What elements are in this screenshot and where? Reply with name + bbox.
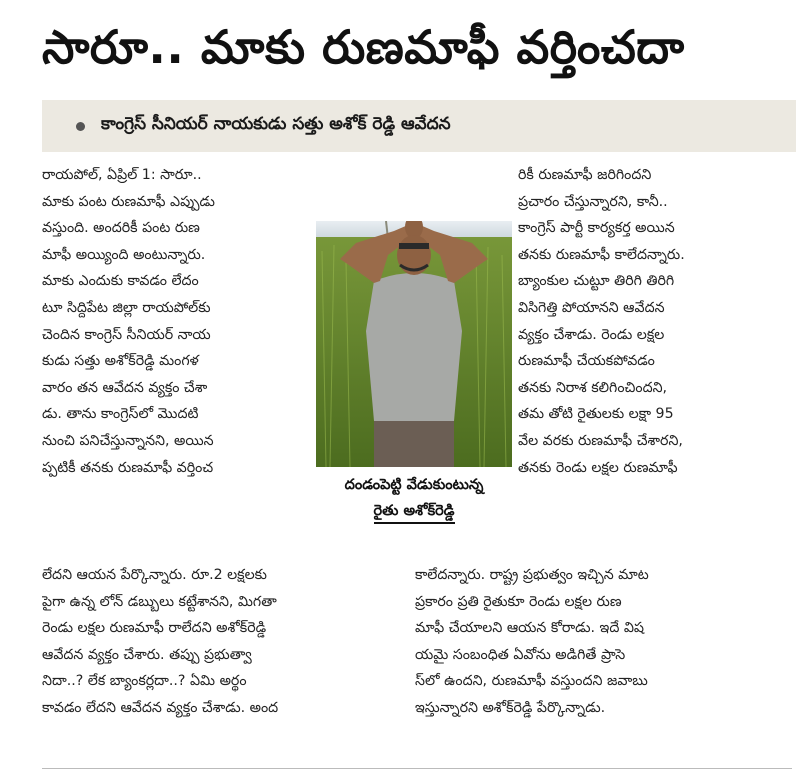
text-line: వ్యక్తం చేశాడు. రెండు లక్షల <box>518 326 665 343</box>
text-line: కాంగ్రెస్ పార్టీ కార్యకర్త అయిన <box>518 220 675 237</box>
caption-line-1: దండంపెట్టి వేడుకుంటున్న <box>344 477 484 493</box>
text-line: తనకు నిరాశ కలిగించిందని, <box>518 379 668 396</box>
caption-line-2: రైతు అశోక్‌రెడ్డి <box>374 500 455 524</box>
text-line: మాఫీ చేయాలని ఆయన కోరాడు. ఇదే విష <box>415 620 645 637</box>
text-line: కాలేదన్నారు. రాష్ట్ర ప్రభుత్వం ఇచ్చిన మాట <box>415 567 649 583</box>
text-line: వేల వరకు రుణమాఫీ చేశారని, <box>518 432 683 449</box>
text-line: చెందిన కాంగ్రెస్ సీనియర్ నాయ <box>42 326 211 343</box>
text-line: తమ తోటి రైతులకు లక్షా 95 <box>518 406 674 423</box>
bottom-divider <box>42 768 792 769</box>
text-line: రికీ రుణమాఫీ జరిగిందని <box>518 167 652 183</box>
text-line: బ్యాంకుల చుట్టూ తిరిగి తిరిగి <box>518 273 675 290</box>
deck-text: కాంగ్రెస్ సీనియర్ నాయకుడు సత్తు అశోక్ రెడ్డి ఆవేదన <box>101 114 451 134</box>
text-line: కావడం లేదని ఆవేదన వ్యక్తం చేశాడు. అంద <box>42 699 279 716</box>
column-1 <box>42 162 302 481</box>
column-3 <box>518 162 774 481</box>
bottom-left-column <box>42 562 402 722</box>
text-line: ప్పటికీ తనకు రుణమాఫీ వర్తించ <box>42 459 214 476</box>
text-line: ప్రచారం చేస్తున్నారని, కానీ.. <box>518 193 668 210</box>
text-line: స్‌లో ఉందని, రుణమాఫీ వస్తుందని జవాబు <box>415 673 648 690</box>
text-line: వస్తుంది. అందరికీ పంట రుణ <box>42 220 200 237</box>
bottom-right-column <box>415 562 785 722</box>
text-line: మాకు ఎందుకు కావడం లేదం <box>42 273 199 290</box>
text-line: ఇస్తున్నారని అశోక్‌రెడ్డి పేర్కొన్నాడు. <box>415 699 606 716</box>
text-line: నుంచి పనిచేస్తున్నానని, అయిన <box>42 432 214 449</box>
text-line: ఆవేదన వ్యక్తం చేశారు. తప్పు ప్రభుత్వా <box>42 646 252 663</box>
text-line: విసిగెత్తి పోయానని ఆవేదన <box>518 299 665 316</box>
text-line: తనకు రుణమాఫీ కాలేదన్నారు. <box>518 246 685 263</box>
text-line: మాకు పంట రుణమాఫీ ఎప్పుడు <box>42 193 215 210</box>
text-line: మాఫీ అయ్యింది అంటున్నారు. <box>42 246 206 263</box>
text-line: టూ సిద్దిపేట జిల్లా రాయపోల్‌కు <box>42 299 211 316</box>
headline: సారూ.. మాకు రుణమాఫీ వర్తించదా <box>42 20 685 74</box>
text-line: కుడు సత్తు అశోక్‌రెడ్డి మంగళ <box>42 353 199 370</box>
text-line: లేదని ఆయన పేర్కొన్నారు. రూ.2 లక్షలకు <box>42 567 267 583</box>
text-line: రుణమాఫీ చేయకపోవడం <box>518 353 655 370</box>
text-line: వారం తన ఆవేదన వ్యక్తం చేశా <box>42 379 208 396</box>
text-line: రాయపోల్, ఏప్రిల్ 1: సారూ.. <box>42 167 202 183</box>
farmer-photo <box>316 221 512 467</box>
text-line: తనకు రెండు లక్షల రుణమాఫీ <box>518 459 678 476</box>
farmer-photo-illustration <box>316 221 512 467</box>
text-line: నిదా..? లేక బ్యాంకర్లదా..? ఏమి అర్థం <box>42 673 247 690</box>
bullet-icon <box>76 122 85 131</box>
text-line: డు. తాను కాంగ్రెస్‌లో మొదటి <box>42 406 199 423</box>
deck-bar <box>42 100 796 152</box>
text-line: ప్రకారం ప్రతి రైతుకూ రెండు లక్షల రుణ <box>415 593 622 610</box>
photo-caption <box>312 472 516 524</box>
text-line: రెండు లక్షల రుణమాఫీ రాలేదని అశోక్‌రెడ్డి <box>42 620 267 637</box>
text-line: పైగా ఉన్న లోన్ డబ్బులు కట్టేశానని, మిగతా <box>42 593 277 610</box>
text-line: యమై సంబంధిత ఏవోను అడిగితే ప్రాసె <box>415 646 626 663</box>
